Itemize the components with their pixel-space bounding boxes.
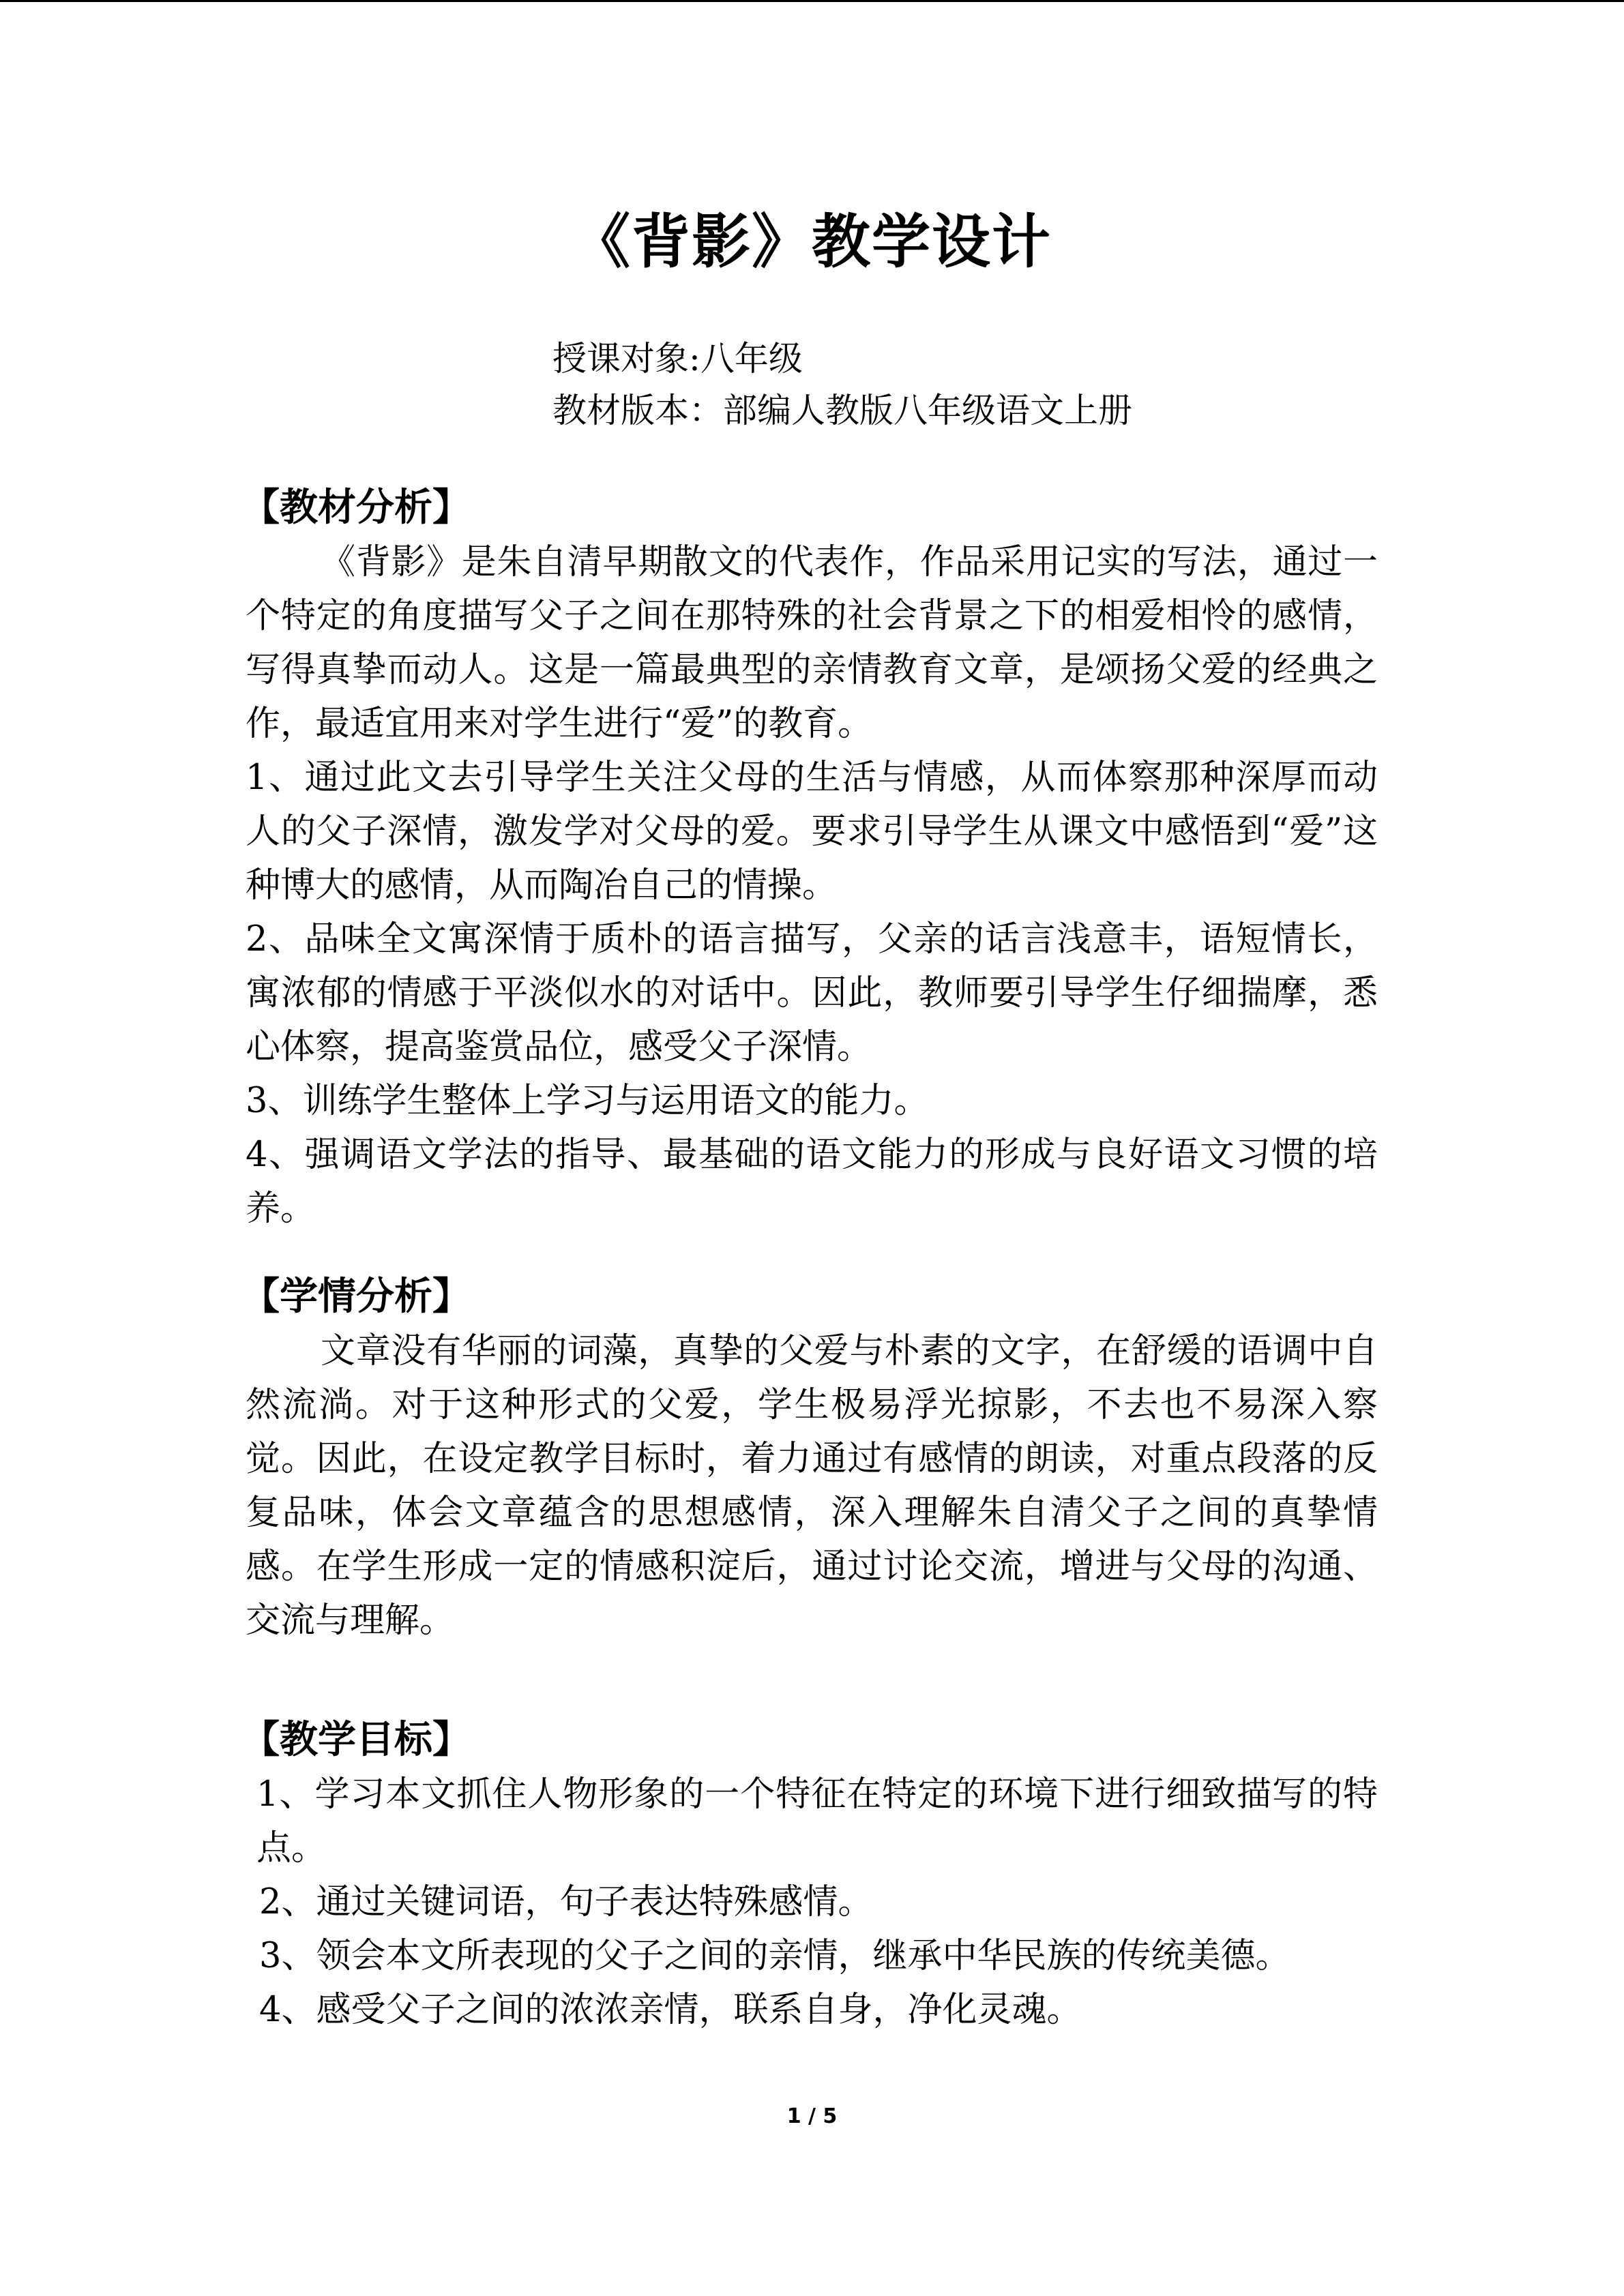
meta-textbook-edition: 教材版本：部编人教版八年级语文上册 <box>552 391 1132 430</box>
list-item: 4、感受父子之间的浓浓亲情，联系自身，净化灵魂。 <box>259 1990 1082 2030</box>
list-item: 4、强调语文学法的指导、最基础的语文能力的形成与良好语文习惯的培养。 <box>246 1135 1378 1229</box>
body-paragraph: 文章没有华丽的词藻，真挚的父爱与朴素的文字，在舒缓的语调中自然流淌。对于这种形式的父爱，学生极易浮光掠影，不去也不易深入察觉。因此，在设定教学目标时，着力通过有感情的朗读，对重点段落的反复品味，体会文章蕴含的思想感情，深入理解朱自清父子之间的真挚情感。在学生形成一定的情感积淀后，通过讨论交流，增进与父母的沟通、交流与理解。 <box>246 1331 1378 1641</box>
list-item: 3、领会本文所表现的父子之间的亲情，继承中华民族的传统美德。 <box>259 1936 1290 1976</box>
page-top-border <box>0 0 1624 2</box>
section-teaching-goals <box>241 1713 1378 2037</box>
intro-paragraph: 《背影》是朱自清早期散文的代表作，作品采用记实的写法，通过一个特定的角度描写父子之间在那特殊的社会背景之下的相爱相怜的感情，写得真挚而动人。这是一篇最典型的亲情教育文章，是颂扬父爱的经典之作，最适宜用来对学生进行“爱”的教育。 <box>246 542 1378 744</box>
list-item: 2、品味全文寓深情于质朴的语言描写，父亲的话言浅意丰，语短情长，寓浓郁的情感于平淡似水的对话中。因此，教师要引导学生仔细揣摩，悉心体察，提高鉴赏品位，感受父子深情。 <box>246 919 1378 1067</box>
document-meta <box>552 333 1132 436</box>
list-item: 2、通过关键词语，句子表达特殊感情。 <box>259 1882 873 1922</box>
section-textbook-analysis <box>241 481 1378 1236</box>
section-heading: 【学情分析】 <box>241 1274 471 1319</box>
list-item: 1、通过此文去引导学生关注父母的生活与情感，从而体察那种深厚而动人的父子深情，激发学对父母的爱。要求引导学生从课文中感悟到“爱”这种博大的感情，从而陶冶自己的情操。 <box>246 758 1378 906</box>
section-heading: 【教材分析】 <box>241 486 471 530</box>
document-title: 《背影》教学设计 <box>572 208 1052 276</box>
list-item: 3、训练学生整体上学习与运用语文的能力。 <box>246 1081 929 1121</box>
section-heading: 【教学目标】 <box>241 1718 471 1762</box>
list-item: 1、学习本文抓住人物形象的一个特征在特定的环境下进行细致描写的特点。 <box>256 1774 1378 1868</box>
page-number: 1 / 5 <box>786 2104 838 2128</box>
meta-audience: 授课对象:八年级 <box>552 339 803 378</box>
section-student-analysis <box>241 1270 1378 1648</box>
